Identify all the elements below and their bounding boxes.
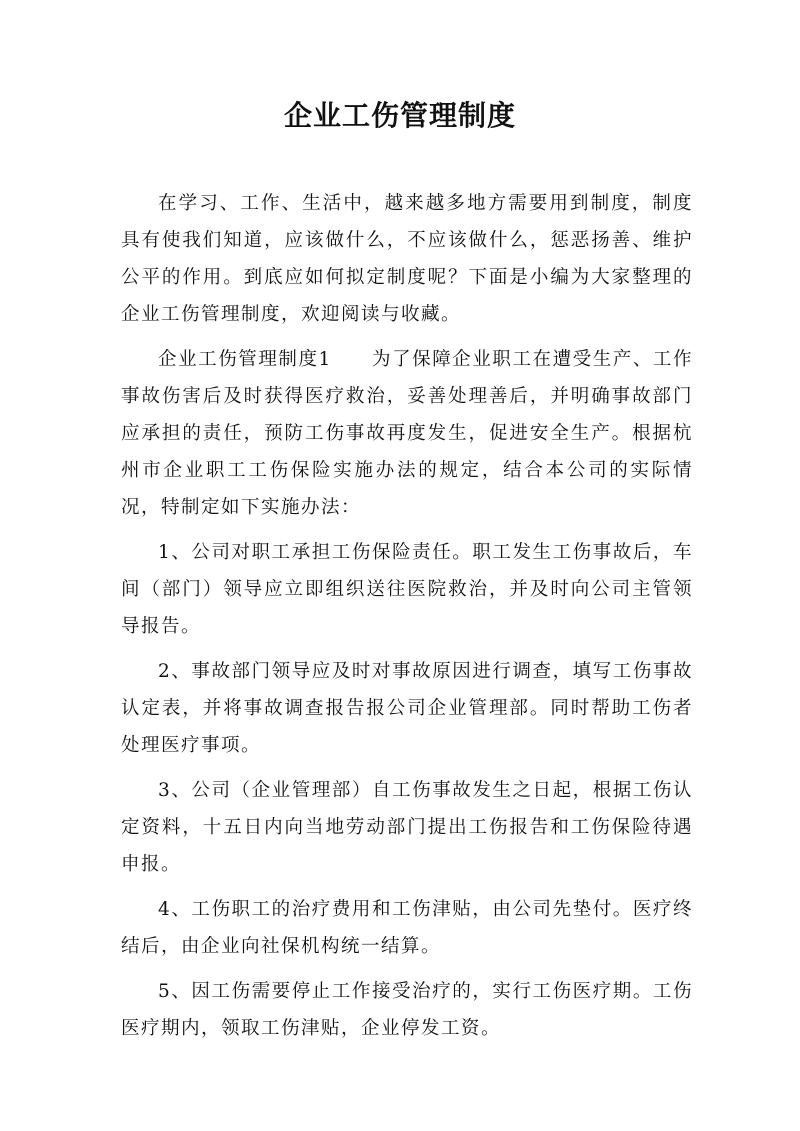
clause-1-paragraph: 1、公司对职工承担工伤保险责任。职工发生工伤事故后，车间（部门）领导应立即组织送往医院救治，并及时向公司主管领导报告。 [121,542,693,637]
regulation-1-paragraph: 企业工伤管理制度1 为了保障企业职工在遭受生产、工作事故伤害后及时获得医疗救治，妥善处理善后，并明确事故部门应承担的责任，预防工伤事故再度发生，促进安全生产。根据杭州市企业职工工伤保险实施办法的规定，结合本公司的实际情况，特制定如下实施办法： [121,349,693,518]
document-title: 企业工伤管理制度 [283,99,516,132]
intro-paragraph: 在学习、工作、生活中，越来越多地方需要用到制度，制度具有使我们知道，应该做什么，不应该做什么，惩恶扬善、维护公平的作用。到底应如何拟定制度呢？下面是小编为大家整理的企业工伤管理制度，欢迎阅读与收藏。 [121,193,693,325]
clause-4-paragraph: 4、工伤职工的治疗费用和工伤津贴，由公司先垫付。医疗终结后，由企业向社保机构统一结算。 [121,899,693,957]
clause-5-paragraph: 5、因工伤需要停止工作接受治疗的，实行工伤医疗期。工伤医疗期内，领取工伤津贴，企业停发工资。 [121,981,693,1039]
document-body [121,185,693,1055]
clause-2-paragraph: 2、事故部门领导应及时对事故原因进行调查，填写工伤事故认定表，并将事故调查报告报公司企业管理部。同时帮助工伤者处理医疗事项。 [121,661,693,756]
clause-3-paragraph: 3、公司（企业管理部）自工伤事故发生之日起，根据工伤认定资料，十五日内向当地劳动部门提出工伤报告和工伤保险待遇申报。 [121,780,693,875]
